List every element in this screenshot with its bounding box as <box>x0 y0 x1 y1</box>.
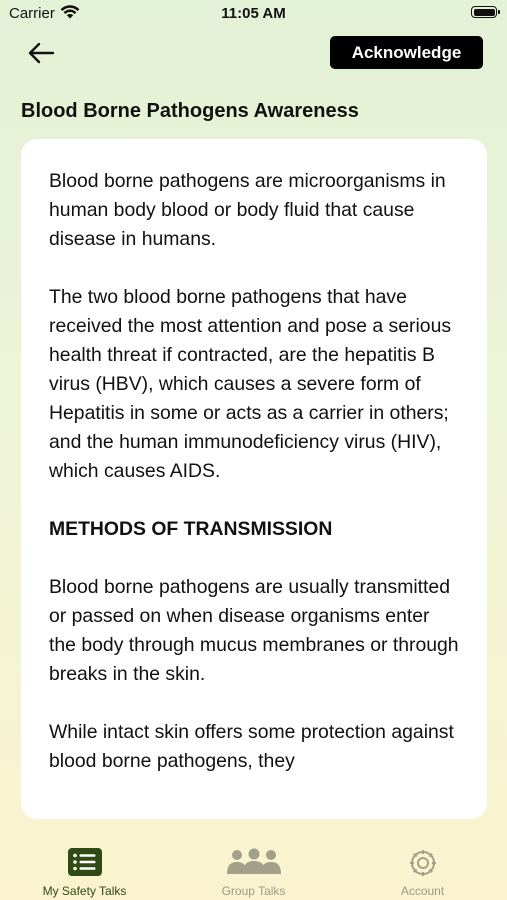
content-paragraph: Blood borne pathogens are usually transmitted or passed on when disease organisms enter the body through mucus membranes or through breaks in the skin. <box>49 576 459 685</box>
status-bar <box>0 0 507 28</box>
content-paragraph: While intact skin offers some protection against blood borne pathogens, they <box>49 721 454 772</box>
content-paragraph: The two blood borne pathogens that have received the most attention and pose a serious health threat if contracted, are the hepatitis B virus (HBV), which causes a severe form of Hepatitis in some or acts as a carrier in others; and the human immunodeficiency virus (HIV), which causes AIDS. <box>49 286 452 482</box>
tab-account[interactable] <box>338 838 507 900</box>
section-heading: METHODS OF TRANSMISSION <box>49 518 333 540</box>
tab-my-safety-talks[interactable] <box>0 838 169 900</box>
carrier-label: Carrier <box>9 5 55 22</box>
tab-bar <box>0 838 507 900</box>
arrow-left-icon <box>26 40 56 66</box>
group-icon <box>227 848 281 876</box>
content-card[interactable] <box>21 139 487 819</box>
tab-label: Account <box>400 884 445 898</box>
clock: 11:05 AM <box>221 5 286 22</box>
tab-label: Group Talks <box>221 884 286 898</box>
page-title: Blood Borne Pathogens Awareness <box>21 100 359 122</box>
tab-label: My Safety Talks <box>42 884 127 898</box>
list-icon <box>68 848 102 876</box>
acknowledge-button[interactable]: Acknowledge <box>330 36 483 69</box>
tab-group-talks[interactable] <box>169 838 338 900</box>
battery-icon <box>471 6 497 18</box>
content-paragraph: Blood borne pathogens are microorganisms in human body blood or body fluid that cause disease in humans. <box>49 170 446 250</box>
back-button[interactable] <box>26 40 56 66</box>
gear-icon <box>408 848 438 878</box>
